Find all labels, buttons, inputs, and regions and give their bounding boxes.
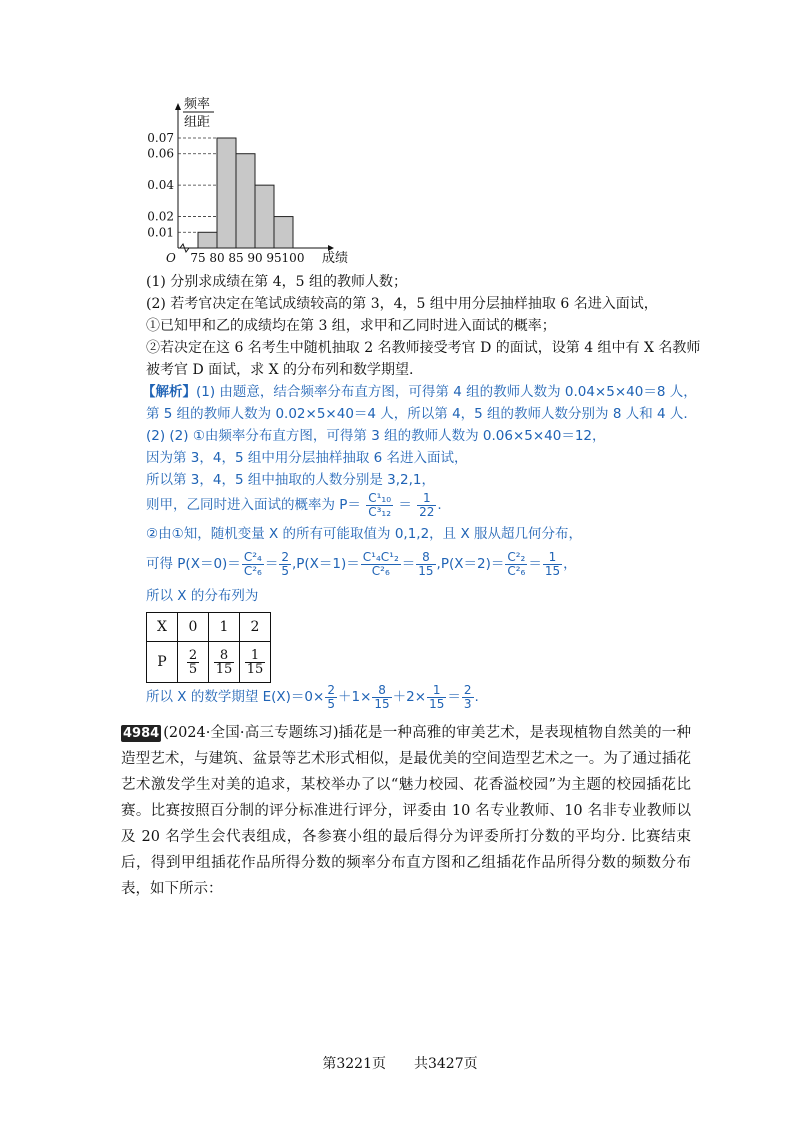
fraction-denominator: 15 <box>429 696 445 711</box>
fraction-denominator: 15 <box>544 563 561 578</box>
fraction-numerator: 2 <box>281 549 289 564</box>
fraction <box>417 492 436 519</box>
solution-line-1 <box>142 382 697 402</box>
equals-sign: ＝ <box>528 556 542 572</box>
table-cell: P <box>147 642 178 683</box>
fraction-denominator: 22 <box>419 504 435 519</box>
problem-4984 <box>121 720 691 902</box>
y-tick-label: 0.01 <box>147 225 174 240</box>
y-tick-label: 0.07 <box>147 131 174 145</box>
question-part-2-1: ①已知甲和乙的成绩均在第 3 组，求甲和乙同时进入面试的概率； <box>146 318 556 334</box>
x-tick-label: 100 <box>281 251 305 265</box>
y-tick-label: 0.02 <box>147 209 174 224</box>
fraction <box>245 649 266 676</box>
table-cell: 1 <box>209 613 240 642</box>
fraction-denominator: C²₆ <box>371 563 390 578</box>
fraction-denominator: 15 <box>215 661 233 677</box>
solution-line-7: ②由①知，随机变量 X 的所有可能取值为 0,1,2，且 X 服从超几何分布， <box>146 526 583 542</box>
fraction-numerator: 2 <box>463 682 472 697</box>
fraction-numerator: 8 <box>214 649 235 663</box>
solution-line-2: 第 5 组的教师人数为 0.02×5×40＝4 人，所以第 4，5 组的教师人数分别为 8 人和 4 人. <box>146 406 688 422</box>
x-tick-label: 95 <box>266 251 282 265</box>
x-axis-label: 成绩 <box>322 251 349 266</box>
page-footer: 第3221页 共3427页 <box>322 1056 478 1072</box>
histogram-bar <box>255 185 274 248</box>
table-cell <box>240 642 271 683</box>
fraction-denominator: 15 <box>246 661 264 677</box>
solution-line-5: 所以第 3，4，5 组中抽取的人数分别是 3,2,1， <box>146 472 435 488</box>
fraction-numerator: 8 <box>372 684 391 698</box>
table-row <box>147 642 271 683</box>
question-part-1: (1) 分别求成绩在第 4，5 组的教师人数； <box>146 274 407 290</box>
fraction <box>214 649 235 676</box>
solution-line-3: (2) (2) ①由频率分布直方图，可得第 3 组的教师人数为 0.06×5×40＝12， <box>146 428 606 444</box>
x-tick-label: 85 <box>228 251 244 265</box>
problem-text: (2024·全国·高三专题练习)插花是一种高雅的审美艺术，是表现植物自然美的一种造型艺术，与建筑、盆景等艺术形式相似，是最优美的空间造型艺术之一。为了通过插花艺术激发学生对美的追求，某校举办了以“魅力校园、花香溢校园”为主题的校园插花比赛。比赛按照百分制的评分标准进行评分，评委由 10 名专业教师、10 名非专业教师以及 20 名学生会代表组成，各参赛小组的最后得分为评委所打分数的平均分. 比赛结束后，得到甲组插花作品所得分数的频率分布直方图和乙组插花作品所得分数的频数分布表，如下所示： <box>121 725 691 897</box>
y-tick-label: 0.04 <box>147 178 174 193</box>
fraction-numerator: 1 <box>245 649 266 663</box>
fraction-denominator: 15 <box>418 563 434 578</box>
question-part-2-2b: 被考官 D 面试，求 X 的分布列和数学期望. <box>146 362 414 378</box>
fraction-numerator: C¹₁₀ <box>368 490 392 505</box>
x-tick-label: 90 <box>247 251 263 265</box>
period: . <box>474 689 479 705</box>
histogram-bar <box>236 154 255 248</box>
fraction <box>416 551 435 578</box>
table-cell: 0 <box>178 613 209 642</box>
solution-line-4: 因为第 3，4，5 组中用分层抽样抽取 6 名进入面试， <box>146 450 468 466</box>
fraction-numerator: 2 <box>188 647 198 663</box>
fraction-denominator: 5 <box>188 661 198 677</box>
origin-label: O <box>166 251 176 265</box>
y-axis-label-bottom: 组距 <box>184 115 211 130</box>
equals-sign: ＝ <box>447 689 461 705</box>
frequency-histogram <box>147 96 350 266</box>
table-cell <box>209 642 240 683</box>
table-cell <box>178 642 209 683</box>
y-tick-label: 0.06 <box>147 146 174 161</box>
table-cell: 2 <box>240 613 271 642</box>
y-axis-arrow <box>175 103 181 110</box>
distribution-table <box>146 612 271 683</box>
histogram-bar <box>217 138 236 248</box>
x-tick-label: 80 <box>209 251 225 265</box>
plus-term: ＋1× <box>337 689 372 705</box>
comma: ， <box>563 556 577 572</box>
equals-sign: ＝ <box>264 556 279 572</box>
question-part-2: (2) 若考官决定在笔试成绩较高的第 3，4，5 组中用分层抽样抽取 6 名进入面试， <box>146 296 658 312</box>
histogram-bar <box>198 232 217 248</box>
solution-line-9: 所以 X 的分布列为 <box>146 588 259 604</box>
fraction <box>279 551 291 578</box>
fraction <box>242 551 264 578</box>
fraction <box>462 684 474 711</box>
period: . <box>437 497 442 513</box>
fraction <box>187 649 199 676</box>
solution-line-10 <box>146 682 479 712</box>
fraction-denominator: 5 <box>281 563 289 578</box>
fraction-numerator: 8 <box>416 551 435 565</box>
p2-label: ,P(X＝2)＝ <box>436 556 505 572</box>
equals-sign: ＝ <box>401 556 416 572</box>
histogram-bars <box>198 138 293 248</box>
table-cell: X <box>147 613 178 642</box>
prob-text: 则甲，乙同时进入面试的概率为 P＝ <box>146 497 361 513</box>
solution-line-6 <box>146 490 442 520</box>
fraction-denominator: 3 <box>463 696 472 711</box>
fraction-numerator: 1 <box>427 684 446 698</box>
expectation-text: 所以 X 的数学期望 E(X)＝0× <box>146 689 325 705</box>
fraction-numerator: C²₄ <box>243 549 262 564</box>
solution-tag: 【解析】 <box>142 384 196 400</box>
equals-sign: ＝ <box>398 497 412 513</box>
x-tick-label: 75 <box>190 251 206 265</box>
fraction-numerator: C²₂ <box>507 549 526 564</box>
histogram-bar <box>274 217 293 248</box>
solution-text-1: (1) 由题意，结合频率分布直方图，可得第 4 组的教师人数为 0.04×5×40＝8 人， <box>196 384 697 400</box>
fraction-denominator: 15 <box>374 696 390 711</box>
fraction-numerator: 1 <box>417 492 436 506</box>
fraction-numerator: C¹₄C¹₂ <box>362 549 399 564</box>
p0-label: 可得 P(X＝0)＝ <box>146 556 241 572</box>
fraction-numerator: 2 <box>327 682 335 697</box>
p1-label: ,P(X＝1)＝ <box>291 556 360 572</box>
fraction <box>505 551 527 578</box>
fraction-numerator: 1 <box>543 551 562 565</box>
plus-term: ＋2× <box>392 689 427 705</box>
problem-number: 4984 <box>123 726 160 741</box>
fraction <box>361 551 401 578</box>
fraction <box>372 684 391 711</box>
fraction <box>543 551 562 578</box>
solution-line-8 <box>146 548 577 580</box>
fraction-denominator: C³₁₂ <box>368 504 392 519</box>
fraction <box>366 492 393 519</box>
fraction-denominator: C²₆ <box>243 563 262 578</box>
table-row <box>147 613 271 642</box>
fraction-denominator: C²₆ <box>507 563 526 578</box>
fraction <box>325 684 337 711</box>
y-axis-label-top: 频率 <box>184 97 211 112</box>
fraction <box>427 684 446 711</box>
fraction-denominator: 5 <box>327 696 335 711</box>
question-part-2-2a: ②若决定在这 6 名考生中随机抽取 2 名教师接受考官 D 的面试，设第 4 组中有 X 名教师 <box>146 340 701 356</box>
